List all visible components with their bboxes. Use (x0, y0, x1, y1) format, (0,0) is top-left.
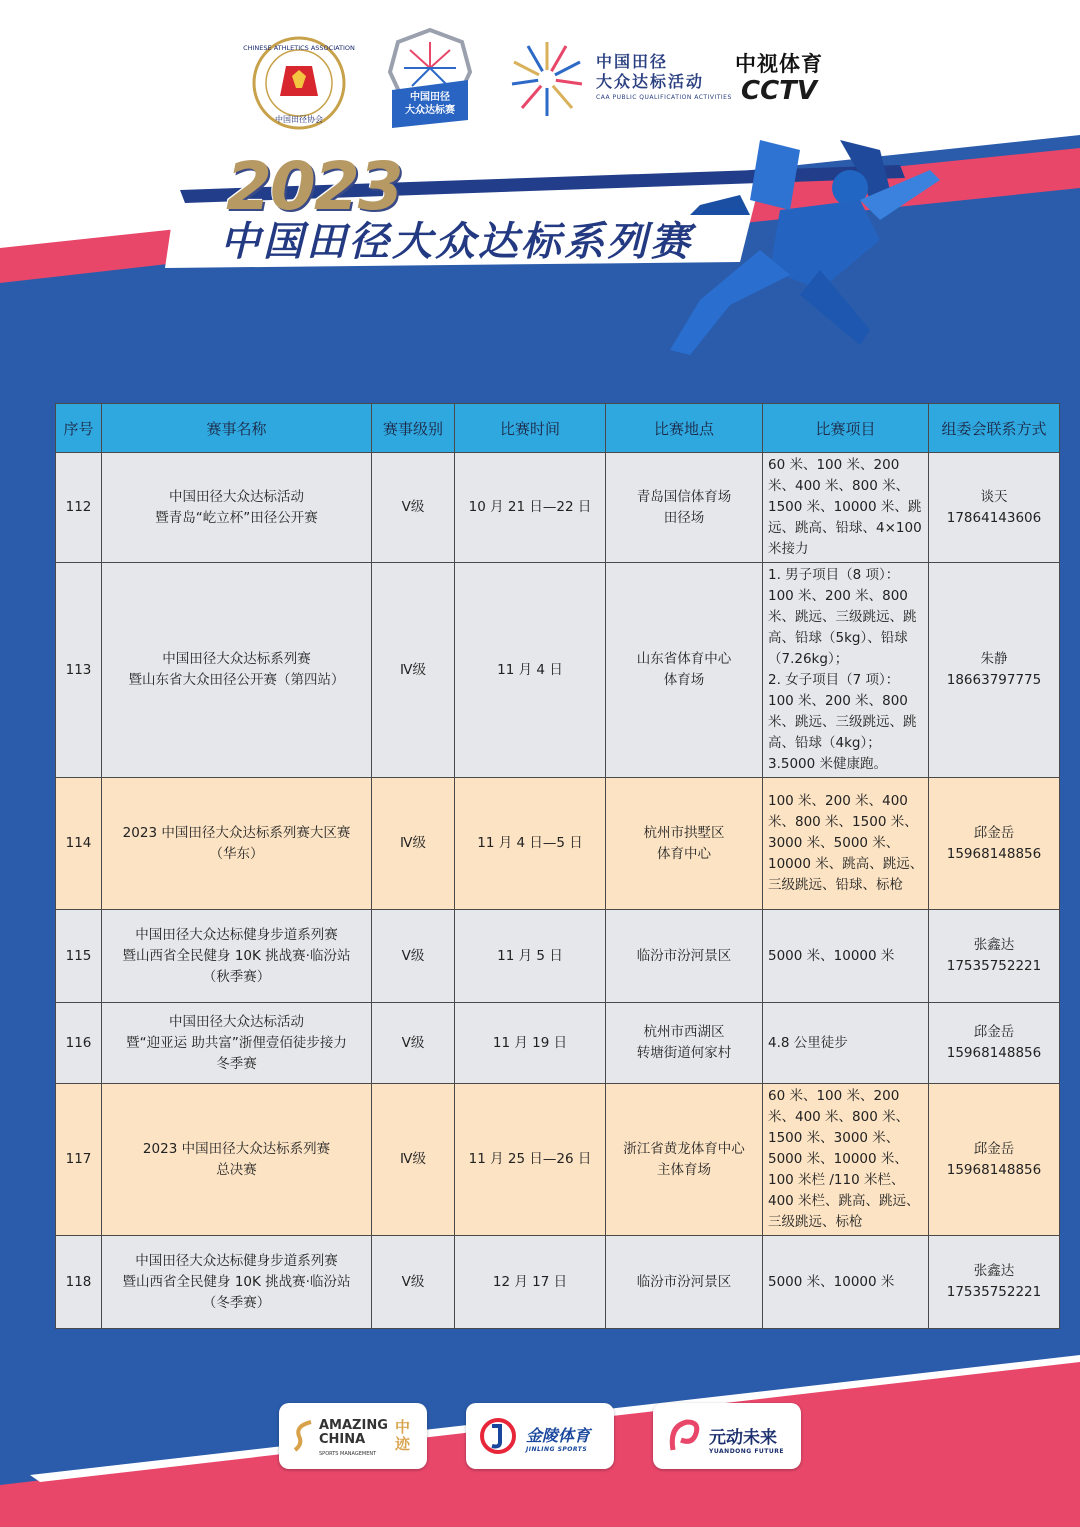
cell-level: V级 (372, 910, 455, 1003)
cell-name: 中国田径大众达标健身步道系列赛 暨山西省全民健身 10K 挑战赛·临汾站 （冬季赛） (102, 1236, 372, 1329)
cell-date: 10 月 21 日—22 日 (455, 453, 606, 563)
cell-name: 中国田径大众达标活动 暨青岛“屹立杯”田径公开赛 (102, 453, 372, 563)
cell-events: 5000 米、10000 米 (763, 1236, 929, 1329)
cell-no: 117 (56, 1084, 102, 1236)
activities-logo-line2: 大众达标活动 (596, 72, 705, 91)
cctv-wordmark: CCTV (740, 76, 818, 106)
cell-venue: 杭州市西湖区 转塘街道何家村 (606, 1003, 763, 1084)
jinling-cn: 金陵体育 (526, 1426, 591, 1445)
cctv-sports-cn: 中视体育 (735, 52, 823, 76)
cctv-sports-logo (724, 48, 834, 106)
cell-name: 中国田径大众达标活动 暨“迎亚运 助共富”浙俚壹佰徒步接力 冬季赛 (102, 1003, 372, 1084)
col-header-events: 比赛项目 (763, 404, 929, 453)
cell-name: 2023 中国田径大众达标系列赛 总决赛 (102, 1084, 372, 1236)
qualification-logo-line2: 大众达标赛 (405, 105, 455, 116)
cell-name: 中国田径大众达标健身步道系列赛 暨山西省全民健身 10K 挑战赛·临汾站 （秋季赛） (102, 910, 372, 1003)
cell-events: 100 米、200 米、400 米、800 米、1500 米、3000 米、5000 米、10000 米、跳高、跳远、三级跳远、铅球、标枪 (763, 778, 929, 910)
qualification-logo-line1: 中国田径 (410, 92, 450, 103)
cell-venue: 临汾市汾河景区 (606, 910, 763, 1003)
caa-logo-en: CHINESE ATHLETICS ASSOCIATION (243, 44, 355, 52)
activities-logo-en: CAA PUBLIC QUALIFICATION ACTIVITIES (596, 94, 732, 101)
cell-level: V级 (372, 1003, 455, 1084)
cell-contact: 朱静 18663797775 (929, 563, 1060, 778)
cell-contact: 邱金岳 15968148856 (929, 778, 1060, 910)
sponsor-jinling-sports (466, 1403, 614, 1469)
table-row (56, 453, 1060, 563)
table-row (56, 563, 1060, 778)
cell-name: 中国田径大众达标系列赛 暨山东省大众田径公开赛（第四站） (102, 563, 372, 778)
yuandong-icon (665, 1416, 705, 1456)
cell-level: Ⅳ级 (372, 1084, 455, 1236)
cell-no: 112 (56, 453, 102, 563)
col-header-no: 序号 (56, 404, 102, 453)
amazing-china-icon (289, 1416, 319, 1456)
cell-no: 115 (56, 910, 102, 1003)
yuandong-en: YUANDONG FUTURE (709, 1448, 784, 1455)
cell-events: 60 米、100 米、200 米、400 米、800 米、1500 米、10000 米、跳远、跳高、铅球、4×100 米接力 (763, 453, 929, 563)
cell-contact: 张鑫达 17535752221 (929, 910, 1060, 1003)
yuandong-wordmark (709, 1423, 784, 1455)
activities-logo-mark (510, 40, 584, 118)
cell-no: 114 (56, 778, 102, 910)
cell-contact: 谈天 17864143606 (929, 453, 1060, 563)
col-header-level: 赛事级别 (372, 404, 455, 453)
table-row (56, 910, 1060, 1003)
sponsor-amazing-china (279, 1403, 427, 1469)
cell-contact: 邱金岳 15968148856 (929, 1003, 1060, 1084)
activities-logo-text (596, 52, 732, 101)
caa-logo (243, 36, 355, 130)
cell-date: 11 月 4 日—5 日 (455, 778, 606, 910)
table-row (56, 778, 1060, 910)
year-heading: 2023 (226, 148, 402, 225)
cell-venue: 临汾市汾河景区 (606, 1236, 763, 1329)
cell-no: 118 (56, 1236, 102, 1329)
qualification-logo (388, 28, 472, 128)
amazing-china-cn: 中迹 (395, 1418, 411, 1453)
cell-level: V级 (372, 1236, 455, 1329)
table-row (56, 1084, 1060, 1236)
cell-date: 11 月 5 日 (455, 910, 606, 1003)
cell-date: 11 月 25 日—26 日 (455, 1084, 606, 1236)
col-header-venue: 比赛地点 (606, 404, 763, 453)
cell-events: 5000 米、10000 米 (763, 910, 929, 1003)
table-row (56, 1003, 1060, 1084)
activities-logo-line1: 中国田径 (596, 52, 669, 71)
cell-venue: 浙江省黄龙体育中心 主体育场 (606, 1084, 763, 1236)
amazing-china-line2: CHINA (319, 1432, 366, 1447)
cell-venue: 杭州市拱墅区 体育中心 (606, 778, 763, 910)
cell-date: 12 月 17 日 (455, 1236, 606, 1329)
cell-contact: 张鑫达 17535752221 (929, 1236, 1060, 1329)
sponsor-yuandong-future (653, 1403, 801, 1469)
col-header-date: 比赛时间 (455, 404, 606, 453)
col-header-name: 赛事名称 (102, 404, 372, 453)
cell-level: V级 (372, 453, 455, 563)
page-title: 中国田径大众达标系列赛 (220, 219, 693, 265)
jinling-en: JINLING SPORTS (526, 1446, 588, 1453)
cell-venue: 山东省体育中心 体育场 (606, 563, 763, 778)
jinling-icon (478, 1416, 522, 1456)
cell-venue: 青岛国信体育场 田径场 (606, 453, 763, 563)
cell-events: 60 米、100 米、200 米、400 米、800 米、1500 米、3000 米、5000 米、10000 米、100 米栏 /110 米栏、400 米栏、跳高、跳远、三级跳远、标枪 (763, 1084, 929, 1236)
amazing-china-wordmark (319, 1419, 388, 1461)
caa-logo-cn: 中国田径协会 (275, 115, 323, 124)
amazing-china-line1: AMAZING (319, 1418, 388, 1433)
schedule-table (55, 403, 1060, 1329)
col-header-contact: 组委会联系方式 (929, 404, 1060, 453)
cell-level: Ⅳ级 (372, 778, 455, 910)
cell-name: 2023 中国田径大众达标系列赛大区赛 （华东） (102, 778, 372, 910)
table-header-row (56, 404, 1060, 453)
cell-events: 1. 男子项目（8 项）： 100 米、200 米、800 米、跳远、三级跳远、跳高、铅球（5kg）、铅球（7.26kg）； 2. 女子项目（7 项）： 100 米、200 米、800 米、跳远、三级跳远、跳高、铅球（4kg）； 3.5000 米健康跑。 (763, 563, 929, 778)
cell-level: Ⅳ级 (372, 563, 455, 778)
yuandong-cn: 元动未来 (709, 1428, 777, 1448)
cell-no: 113 (56, 563, 102, 778)
amazing-china-sub: SPORTS MANAGEMENT (319, 1451, 377, 1457)
cell-no: 116 (56, 1003, 102, 1084)
cell-contact: 邱金岳 15968148856 (929, 1084, 1060, 1236)
cell-date: 11 月 19 日 (455, 1003, 606, 1084)
cell-date: 11 月 4 日 (455, 563, 606, 778)
cell-events: 4.8 公里徒步 (763, 1003, 929, 1084)
table-row (56, 1236, 1060, 1329)
jinling-wordmark (526, 1423, 590, 1453)
